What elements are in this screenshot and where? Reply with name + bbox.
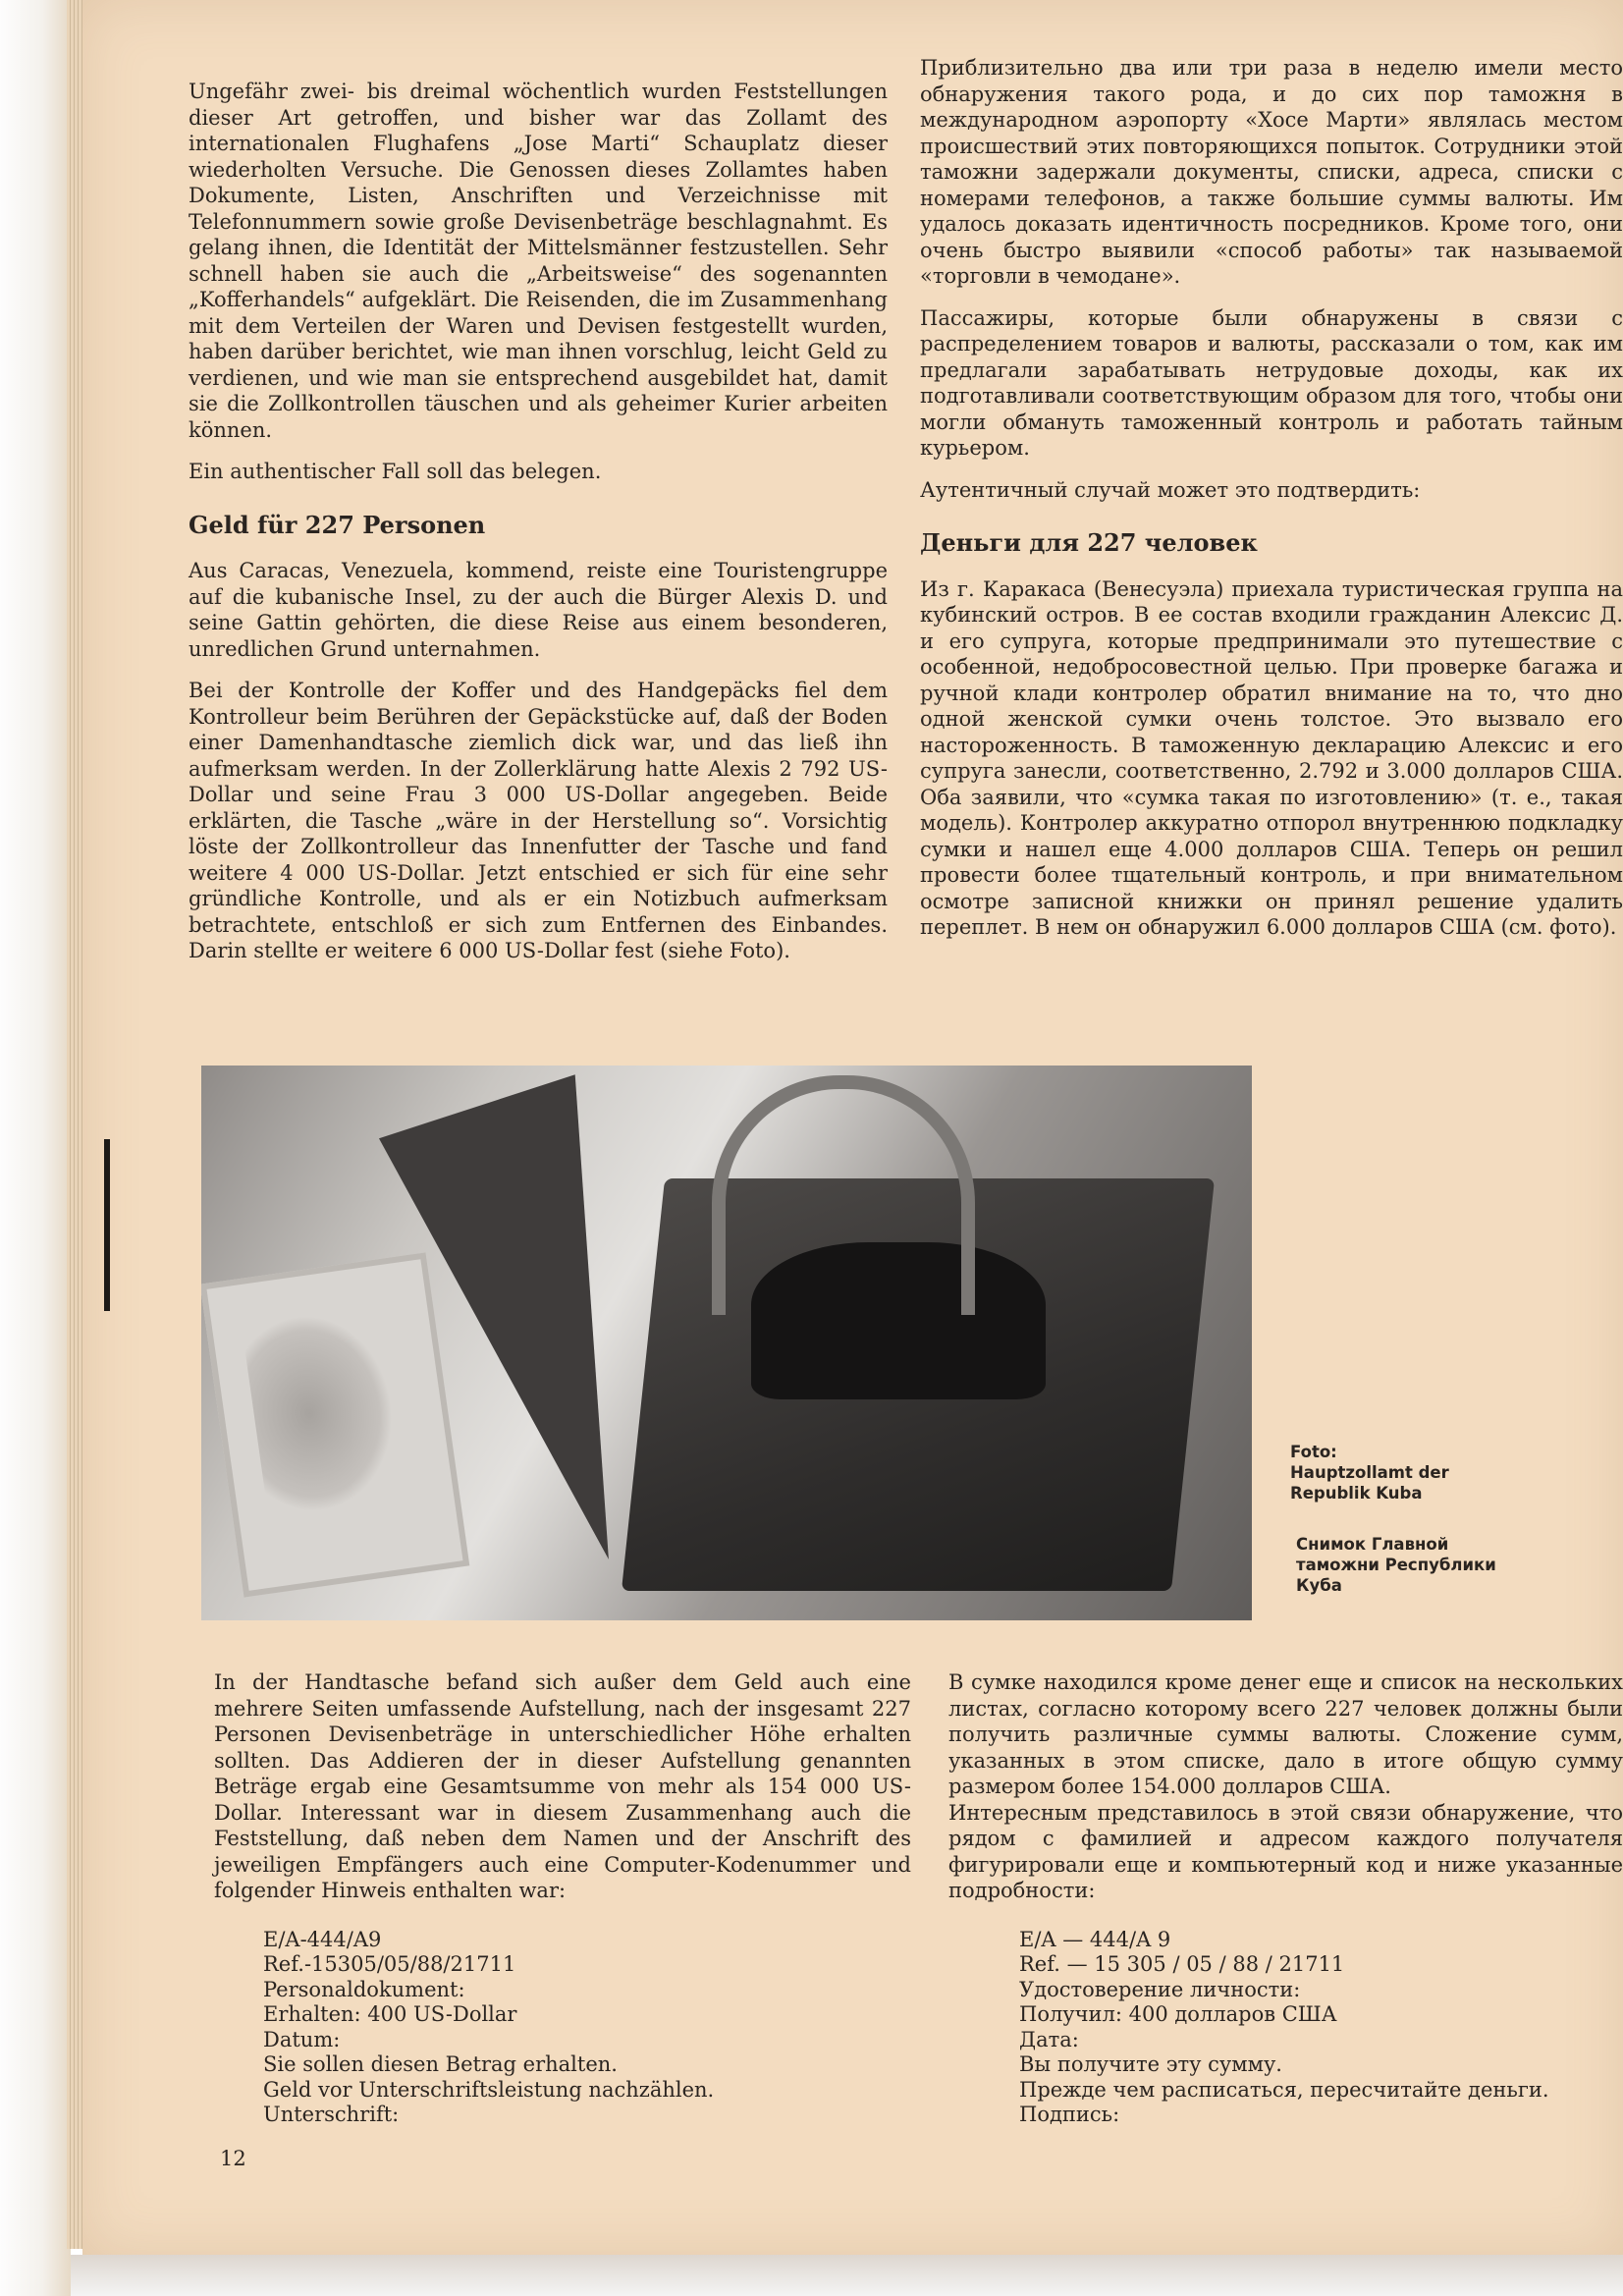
form-line: Вы получите эту сумму. (1019, 2052, 1282, 2076)
german-paragraph: In der Handtasche befand sich außer dem Geld auch eine mehrere Seiten umfassende Aufstellung, nach der insgesamt 227 Personen Devisenbeträge in unterschiedlicher Höhe erhalten sollten. Das Addieren der in dieser Aufstellung genannten Beträge ergab eine Gesamtsumme von mehr als 154 000 US-Dollar. Interessant war in diesem Zusammenhang auch die Feststellung, daß neben dem Namen und der Anschrift des jeweiligen Empfängers auch eine Computer-Kodenummer und folgender Hinweis enthalten war: (214, 1670, 911, 1902)
german-paragraph: Aus Caracas, Venezuela, kommend, reiste eine Touristengruppe auf die kubanische Insel, zu der auch die Bürger Alexis D. und seine Gattin gehörten, die diese Reise aus einem besonderen, unredlichen Grund unternahmen. (189, 559, 888, 661)
form-line: Unterschrift: (263, 2103, 400, 2126)
form-line: E/A-444/A9 (263, 1927, 382, 1951)
scan-background-left (0, 0, 71, 2296)
scan-background-bottom (71, 2255, 1623, 2296)
russian-paragraph: Пассажиры, которые были обнаружены в связи с распределением товаров и валюты, рассказали о том, как им предлагали зарабатывать нетрудовые доходы, как их подготавливали соответствующим образом для того, чтобы они могли обмануть таможенный контроль и работать тайным курьером. (920, 305, 1623, 460)
russian-paragraph: В сумке находился кроме денег еще и список на нескольких листах, согласно которому всего 227 человек должны были получить различные суммы валюты. Сложение сумм, указанных в этом списке, дало в итоге общую сумму размером более 154.000 долларов США. (948, 1670, 1623, 1798)
russian-column-bottom (948, 1669, 1623, 2128)
russian-column-top (920, 55, 1623, 957)
form-line: Sie sollen diesen Betrag erhalten. (263, 2052, 618, 2076)
form-line: E/A — 444/A 9 (1019, 1927, 1171, 1951)
page-stack-edges (67, 0, 82, 2249)
handbag-handle-image (712, 1075, 975, 1315)
german-paragraph: Ein authentischer Fall soll das belegen. (189, 460, 602, 483)
form-line: Дата: (1019, 2027, 1079, 2051)
form-line: Erhalten: 400 US-Dollar (263, 2002, 517, 2026)
russian-paragraph: Приблизительно два или три раза в неделю имели место обнаружения такого рода, и до сих пор таможня в международном аэропорту «Хосе Марти» являлась местом происшествий этих повторяющихся попыток. Сотрудники этой таможни задержали документы, списки, адреса, списки с номерами телефонов, а также большие суммы валюты. Им удалось доказать идентичность посредников. Кроме того, они очень быстро выявили «способ работы» так называемой «торговли в чемодане». (920, 56, 1623, 288)
form-line: Datum: (263, 2027, 341, 2051)
notebook-image (201, 1252, 469, 1597)
russian-heading: Деньги для 227 человек (920, 528, 1258, 557)
photo-caption-german: Foto: Hauptzollamt der Republik Kuba (1290, 1443, 1449, 1503)
form-line: Ref.-15305/05/88/21711 (263, 1952, 516, 1976)
russian-form-notice (1019, 1928, 1623, 2128)
german-column-bottom (214, 1669, 911, 2128)
form-line: Personaldokument: (263, 1977, 465, 2001)
german-paragraph: Bei der Kontrolle der Koffer und des Handgepäcks fiel dem Kontrolleur beim Berühren der Gepäckstücke auf, daß der Boden einer Damenhandtasche ziemlich dick war, und das ließ ihn aufmerksam werden. In der Zollerklärung hatte Alexis 2 792 US-Dollar und seine Frau 3 000 US-Dollar angegeben. Beide erklärten, die Tasche „wäre in der Herstellung so“. Vorsichtig löste der Zollkontrolleur das Innenfutter der Tasche und fand weitere 4 000 US-Dollar. Jetzt entschied er sich für eine sehr gründliche Kontrolle, und als er ein Notizbuch aufmerksam betrachtete, entschloß er sich zum Entfernen des Einbandes. Darin stellte er weitere 6 000 US-Dollar fest (siehe Foto). (189, 679, 888, 962)
binding-mark (104, 1139, 110, 1311)
form-line: Прежде чем расписаться, пересчитайте деньги. (1019, 2077, 1549, 2102)
german-form-notice (263, 1928, 911, 2128)
russian-paragraph: Аутентичный случай может это подтвердить: (920, 477, 1421, 502)
form-line: Ref. — 15 305 / 05 / 88 / 21711 (1019, 1952, 1345, 1976)
form-line: Подпись: (1019, 2103, 1120, 2126)
german-column-top (189, 79, 888, 980)
handbag-photo (201, 1066, 1252, 1620)
form-line: Geld vor Unterschriftsleistung nachzählen. (263, 2077, 715, 2102)
russian-paragraph: Из г. Каракаса (Венесуэла) приехала туристическая группа на кубинский остров. В ее состав входили гражданин Алексис Д. и его супруга, которые предпринимали это путешествие с особенной, недобросовестной целью. При проверке багажа и ручной клади контролер обратил внимание на то, что дно одной женской сумки очень толстое. Это вызвало его настороженность. В таможенную декларацию Алексис и его супруга занесли, соответственно, 2.792 и 3.000 долларов США. Оба заявили, что «сумка такая по изготовлению» (т. е., такая модель). Контролер аккуратно отпорол внутреннюю подкладку сумки и нашел еще 4.000 долларов США. Теперь он решил провести более тщательный контроль, и при внимательном осмотре записной книжки он принял решение удалить переплет. В нем он обнаружил 6.000 долларов США (см. фото). (920, 576, 1623, 939)
russian-paragraph: Интересным представилось в этой связи обнаружение, что рядом с фамилией и адресом каждого получателя фигурировали еще и компьютерный код и ниже указанные подробности: (948, 1800, 1623, 1902)
photo-caption-russian: Снимок Главной таможни Республики Куба (1296, 1535, 1496, 1595)
form-line: Получил: 400 долларов США (1019, 2002, 1337, 2026)
form-line: Удостоверение личности: (1019, 1977, 1301, 2001)
german-heading: Geld für 227 Personen (189, 510, 486, 539)
german-paragraph: Ungefähr zwei- bis dreimal wöchentlich wurden Feststellungen dieser Art getroffen, und bisher war das Zollamt des internationalen Flughafens „Jose Marti“ Schauplatz dieser wiederholten Versuche. Die Genossen dieses Zollamtes haben Dokumente, Listen, Anschriften und Verzeichnisse mit Telefonnummern sowie große Devisenbeträge beschlagnahmt. Es gelang ihnen, die Identität der Mittelsmänner festzustellen. Sehr schnell haben sie auch die „Arbeitsweise“ des sogenannten „Kofferhandels“ aufgeklärt. Die Reisenden, die im Zusammenhang mit dem Verteilen der Waren und Devisen festgestellt wurden, haben darüber berichtet, wie man ihnen vorschlug, leicht Geld zu verdienen, und wie man sie entsprechend ausgebildet hat, damit sie die Zollkontrollen täuschen und als geheimer Kurier arbeiten können. (189, 80, 888, 442)
page-number: 12 (220, 2147, 246, 2170)
